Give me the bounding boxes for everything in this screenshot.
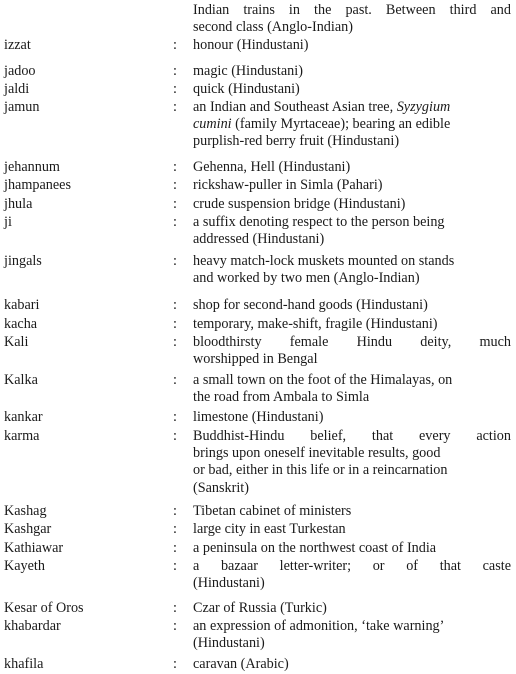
entry-term: kabari [4,297,40,313]
definition-line: worshipped in Bengal [193,351,318,368]
entry-colon: : [173,297,177,313]
entry-colon: : [173,600,177,616]
entry-colon: : [173,618,177,634]
entry-term: karma [4,428,40,444]
entry-term: khafila [4,656,44,672]
entry-term: Kesar of Oros [4,600,84,616]
definition-line: temporary, make-shift, fragile (Hindustani) [193,316,438,332]
definition-line: shop for second-hand goods (Hindustani) [193,297,428,313]
entry-term: kankar [4,409,43,425]
definition-line: a suffix denoting respect to the person being [193,214,445,230]
entry-term: Kashgar [4,521,52,537]
entry-colon: : [173,521,177,537]
definition-line: purplish-red berry fruit (Hindustani) [193,133,400,150]
definition-line: Czar of Russia (Turkic) [193,600,327,616]
definition-line: an Indian and Southeast Asian tree, Syzygium [193,99,451,115]
entry-colon: : [173,372,177,388]
entry-colon: : [173,558,177,574]
entry-colon: : [173,334,177,350]
entry-colon: : [173,503,177,519]
definition-line: honour (Hindustani) [193,37,309,53]
entry-term: Kali [4,334,29,350]
definition-line: Indian trains in the past. Between third and [193,2,511,18]
definition-line: bloodthirsty female Hindu deity, much [193,334,511,350]
definition-line: caravan (Arabic) [193,656,289,672]
entry-term: khabardar [4,618,61,634]
entry-colon: : [173,656,177,672]
entry-term: ji [4,214,12,230]
definition-line: brings upon oneself inevitable results, good [193,445,441,462]
entry-colon: : [173,99,177,115]
definition-line: rickshaw-puller in Simla (Pahari) [193,177,383,193]
entry-term: Kayeth [4,558,45,574]
definition-line: the road from Ambala to Simla [193,389,370,406]
entry-term: jaldi [4,81,30,97]
definition-line: Buddhist-Hindu belief, that every action [193,428,511,444]
entry-term: kacha [4,316,38,332]
entry-colon: : [173,428,177,444]
entry-term: jhampanees [4,177,71,193]
definition-line: (Hindustani) [193,635,265,652]
entry-colon: : [173,63,177,79]
definition-line: magic (Hindustani) [193,63,303,79]
entry-colon: : [173,159,177,175]
entry-colon: : [173,37,177,53]
definition-line: a peninsula on the northwest coast of India [193,540,437,556]
entry-colon: : [173,81,177,97]
definition-line: Gehenna, Hell (Hindustani) [193,159,351,175]
entry-term: jehannum [4,159,60,175]
entry-term: jamun [4,99,40,115]
entry-term: jingals [4,253,42,269]
entry-colon: : [173,316,177,332]
definition-line: heavy match-lock muskets mounted on stands [193,253,455,269]
entry-colon: : [173,196,177,212]
entry-colon: : [173,253,177,269]
definition-line: limestone (Hindustani) [193,409,324,425]
entry-colon: : [173,409,177,425]
entry-term: jadoo [4,63,36,79]
definition-line: (Sanskrit) [193,479,249,496]
definition-line: large city in east Turkestan [193,521,346,537]
entry-term: Kashag [4,503,47,519]
definition-line: second class (Anglo-Indian) [193,19,353,36]
definition-line: a bazaar letter-writer; or of that caste [193,558,511,574]
definition-line: quick (Hindustani) [193,81,300,97]
entry-colon: : [173,540,177,556]
scientific-name-species: cumini [193,116,232,133]
scientific-name-genus: Syzygium [396,99,451,115]
entry-term: Kalka [4,372,38,388]
definition-line: and worked by two men (Anglo-Indian) [193,270,420,287]
definition-line: Tibetan cabinet of ministers [193,503,352,519]
definition-line: cumini (family Myrtaceae); bearing an edible [193,116,451,133]
definition-line: (Hindustani) [193,575,265,592]
definition-line: crude suspension bridge (Hindustani) [193,196,406,212]
definition-line: or bad, either in this life or in a reincarnation [193,462,448,479]
entry-term: jhula [4,196,33,212]
definition-line: a small town on the foot of the Himalayas, on [193,372,453,388]
entry-term: izzat [4,37,31,53]
definition-line: an expression of admonition, ‘take warning’ [193,618,445,634]
entry-colon: : [173,214,177,230]
entry-term: Kathiawar [4,540,64,556]
entry-colon: : [173,177,177,193]
definition-line: addressed (Hindustani) [193,231,325,248]
